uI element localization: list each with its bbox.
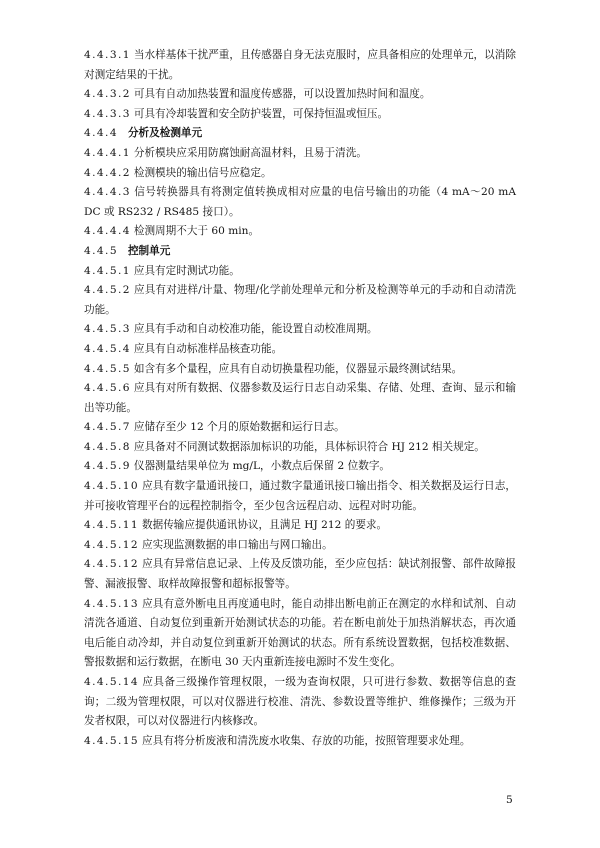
clause-number: 4.4.5.14	[84, 676, 140, 688]
clause-4-4-5-9	[84, 457, 516, 477]
clause-text: 信号转换器具有将测定值转换成相对应量的电信号输出的功能（4 mA～20 mA DC 或 RS232 / RS485 接口）。	[84, 186, 516, 218]
clause-number: 4.4.3.3	[84, 107, 131, 120]
page-number: 5	[506, 794, 513, 806]
clause-number: 4.4.5.9	[84, 460, 131, 473]
clause-number: 4.4.5.10	[84, 480, 140, 493]
clause-text: 应具有定时测试功能。	[133, 264, 240, 277]
clause-number: 4.4.5.7	[84, 421, 131, 434]
clause-number: 4.4.5.5	[84, 362, 131, 375]
clause-4-4-5-7	[84, 418, 516, 438]
clause-number: 4.4.4.4	[84, 225, 131, 238]
clause-4-4-5-8	[84, 438, 516, 458]
clause-text: 仪器测量结果单位为 mg/L，小数点后保留 2 位数字。	[133, 460, 391, 473]
clause-4-4-5-13	[84, 595, 516, 673]
clause-text: 应具有自动标准样品核查功能。	[133, 342, 283, 355]
section-heading-4-4-5	[84, 242, 516, 262]
clause-number: 4.4.5.3	[84, 323, 131, 336]
clause-number: 4.4.5.12	[84, 538, 140, 551]
clause-number: 4.4.5.15	[84, 734, 140, 747]
clause-4-4-4-1	[84, 144, 516, 164]
clause-4-4-5-14	[84, 673, 516, 732]
clause-4-4-5-2	[84, 281, 516, 320]
section-title: 控制单元	[127, 244, 171, 257]
clause-4-4-3-2	[84, 85, 516, 105]
clause-number: 4.4.4.3	[84, 186, 131, 199]
section-number: 4.4.5	[84, 244, 118, 257]
clause-text: 当水样基体干扰严重，且传感器自身无法克服时，应具备相应的处理单元，以消除对测定结果的干扰。	[84, 49, 516, 81]
clause-4-4-5-15	[84, 732, 516, 752]
clause-text: 应具有手动和自动校准功能，能设置自动校准周期。	[133, 323, 378, 336]
clause-number: 4.4.4.2	[84, 166, 131, 179]
clause-4-4-5-12a	[84, 536, 516, 556]
clause-4-4-5-12b	[84, 555, 516, 594]
clause-number: 4.4.3.2	[84, 88, 131, 101]
clause-4-4-4-3	[84, 183, 516, 222]
clause-text: 应具备对不同测试数据添加标识的功能，具体标识符合 HJ 212 相关规定。	[133, 440, 485, 453]
clause-number: 4.4.5.2	[84, 284, 131, 297]
clause-text: 检测模块的输出信号应稳定。	[133, 166, 272, 179]
clause-number: 4.4.5.11	[84, 519, 140, 532]
section-heading-4-4-4	[84, 124, 516, 144]
clause-text: 应具有异常信息记录、上传及反馈功能，至少应包括：缺试剂报警、部件故障报警、漏液报警、取样故障报警和超标报警等。	[84, 558, 516, 591]
clause-4-4-5-10	[84, 477, 516, 516]
clause-number: 4.4.5.8	[84, 440, 131, 453]
clause-text: 检测周期不大于 60 min。	[133, 225, 260, 238]
clause-number: 4.4.5.13	[84, 597, 140, 610]
clause-number: 4.4.4.1	[84, 146, 131, 159]
clause-number: 4.4.5.6	[84, 382, 131, 395]
clause-4-4-5-5	[84, 360, 516, 380]
clause-4-4-4-4	[84, 222, 516, 242]
clause-text: 应具有将分析废液和清洗废水收集、存放的功能，按照管理要求处理。	[142, 734, 471, 747]
clause-number: 4.4.5.12	[84, 558, 140, 571]
clause-4-4-3-1	[84, 46, 516, 85]
section-title: 分析及检测单元	[127, 127, 203, 140]
clause-number: 4.4.3.1	[84, 49, 131, 61]
clause-4-4-4-2	[84, 164, 516, 184]
clause-4-4-5-1	[84, 262, 516, 282]
clause-text: 应实现监测数据的串口输出与网口输出。	[142, 538, 333, 551]
clause-text: 应具备三级操作管理权限，一级为查询权限，只可进行参数、数据等信息的查询；二级为管理权限，可以对仪器进行校准、清洗、参数设置等维护、维修操作；三级为开发者权限，可以对仪器进行内核修改。	[84, 676, 516, 728]
clause-text: 如含有多个量程，应具有自动切换量程功能，仪器显示最终测试结果。	[133, 362, 463, 375]
document-body	[84, 46, 516, 751]
clause-4-4-5-11	[84, 516, 516, 536]
clause-text: 应具有对所有数据、仪器参数及运行日志自动采集、存储、处理、查询、显示和输出等功能。	[84, 382, 516, 414]
clause-text: 应具有对进样/计量、物理/化学前处理单元和分析及检测等单元的手动和自动清洗功能。	[84, 284, 516, 316]
clause-4-4-5-3	[84, 320, 516, 340]
section-number: 4.4.4	[84, 127, 118, 140]
clause-number: 4.4.5.4	[84, 342, 131, 355]
clause-text: 数据传输应提供通讯协议，且满足 HJ 212 的要求。	[142, 519, 388, 532]
clause-4-4-5-6	[84, 379, 516, 418]
clause-text: 应储存至少 12 个月的原始数据和运行日志。	[133, 421, 345, 434]
clause-text: 可具有自动加热装置和温度传感器，可以设置加热时间和温度。	[133, 88, 431, 101]
clause-number: 4.4.5.1	[84, 264, 131, 277]
clause-4-4-5-4	[84, 340, 516, 360]
clause-text: 可具有冷却装置和安全防护装置，可保持恒温或恒压。	[133, 107, 389, 120]
clause-text: 应具有意外断电且再度通电时，能自动排出断电前正在测定的水样和试剂、自动清洗各通道、自动复位到重新开始测试状态的功能。若在断电前处于加热消解状态，再次通电后能自动冷却，并自动复位到重新开始测试的状态。所有系统设置数据，包括校准数据、警报数据和运行数据，在断电 30 天内重新连接电源时不发生变化。	[84, 597, 516, 669]
clause-4-4-3-3	[84, 105, 516, 125]
clause-text: 分析模块应采用防腐蚀耐高温材料，且易于清洗。	[133, 146, 367, 159]
clause-text: 应具有数字量通讯接口，通过数字量通讯接口输出指令、相关数据及运行日志，并可接收管理平台的远程控制指令，至少包含远程启动、远程对时功能。	[84, 480, 516, 512]
